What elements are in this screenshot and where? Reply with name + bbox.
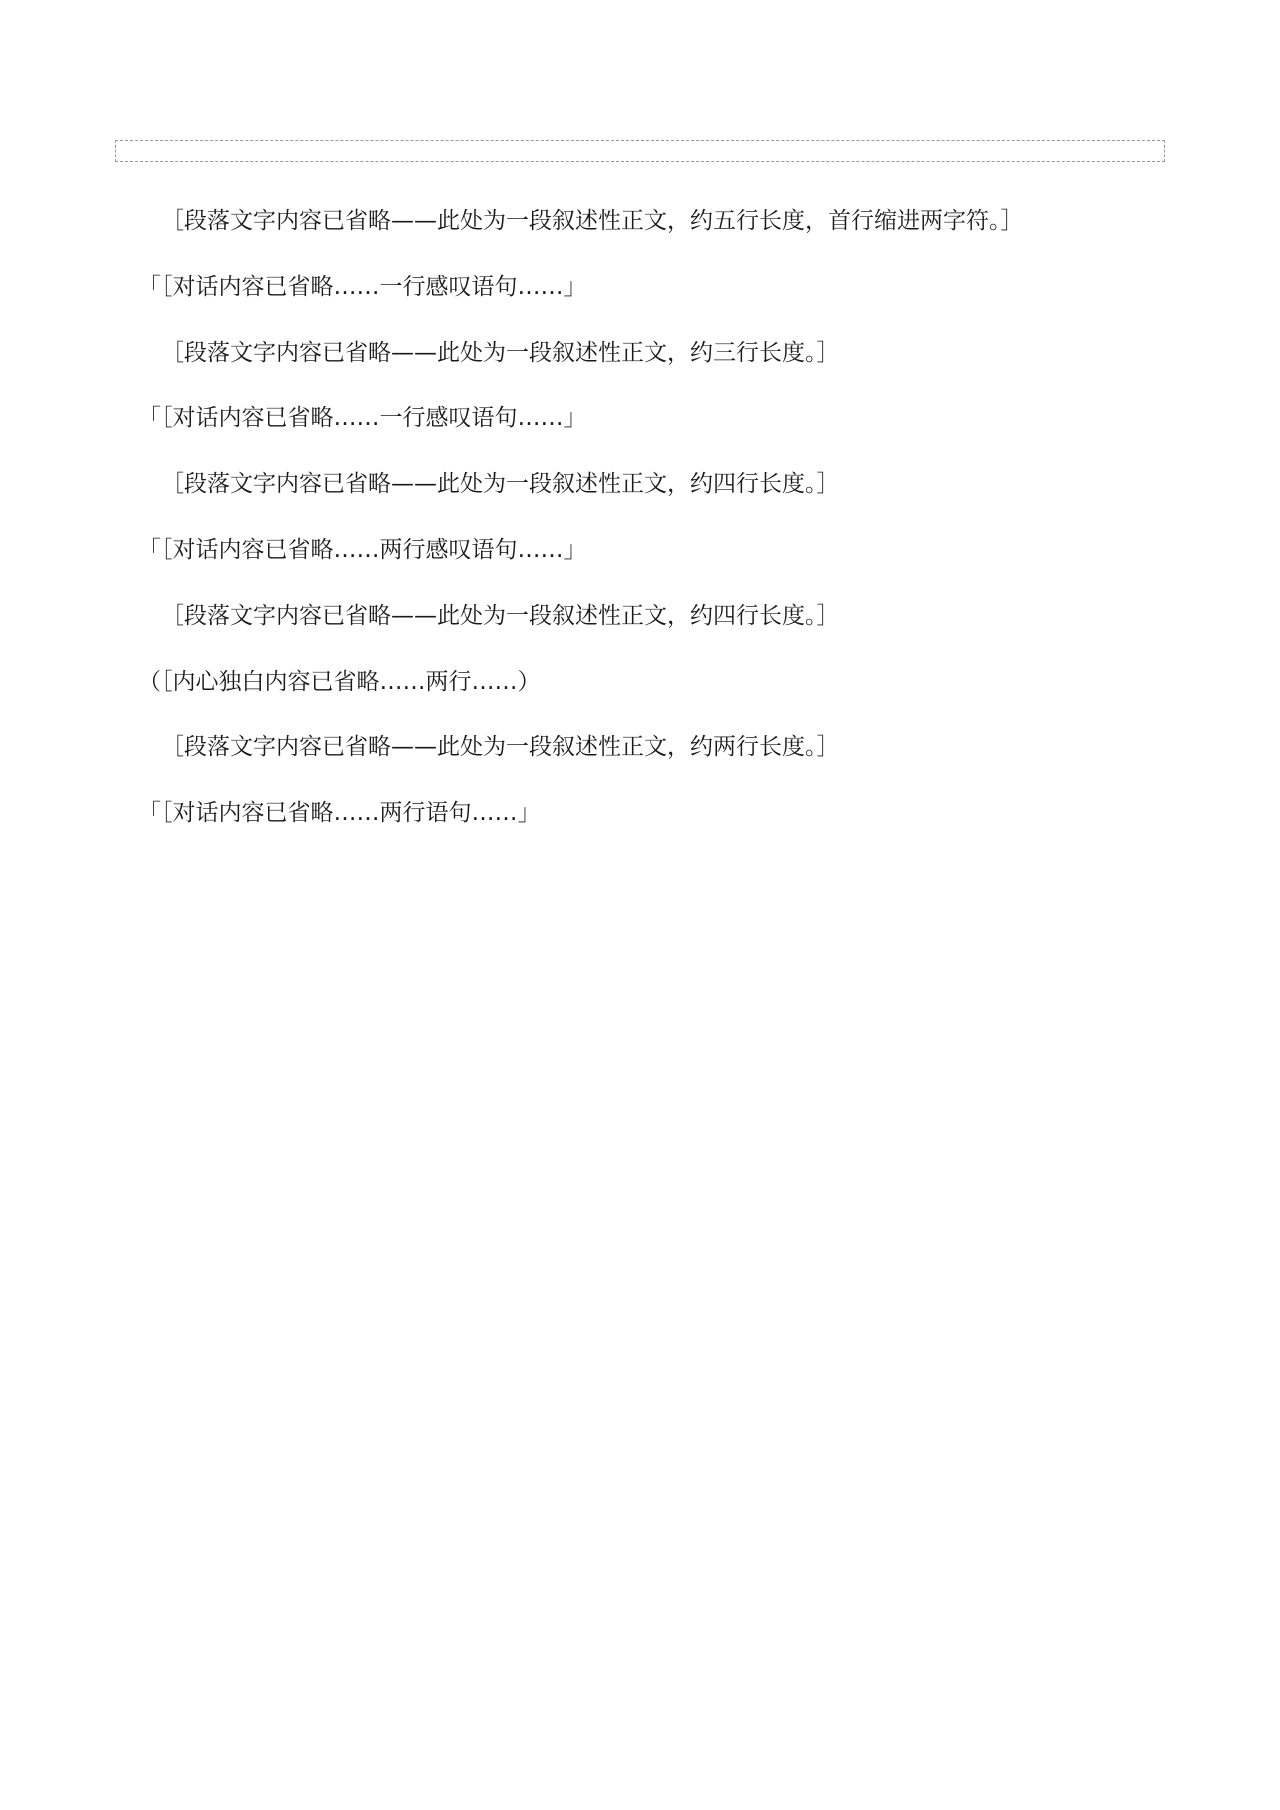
- paragraph-7: ［段落文字内容已省略——此处为一段叙述性正文，约四行长度。］: [161, 602, 840, 629]
- paragraph-1: ［段落文字内容已省略——此处为一段叙述性正文，约五行长度，首行缩进两字符。］: [161, 208, 1024, 234]
- paragraph-10: 「［对话内容已省略……两行语句……」: [138, 800, 541, 827]
- paragraph-3: ［段落文字内容已省略——此处为一段叙述性正文，约三行长度。］: [161, 339, 840, 366]
- paragraph-9: ［段落文字内容已省略——此处为一段叙述性正文，约两行长度。］: [161, 734, 840, 761]
- redaction-notice: [115, 140, 1165, 162]
- paragraph-list: [115, 192, 1165, 844]
- paragraph-8: （［内心独白内容已省略……两行……）: [138, 668, 541, 695]
- paragraph-4: 「［对话内容已省略……一行感叹语句……」: [138, 405, 587, 432]
- paragraph-2: 「［对话内容已省略……一行感叹语句……」: [138, 273, 587, 300]
- paragraph-5: ［段落文字内容已省略——此处为一段叙述性正文，约四行长度。］: [161, 471, 840, 498]
- paragraph-6: 「［对话内容已省略……两行感叹语句……」: [138, 536, 587, 563]
